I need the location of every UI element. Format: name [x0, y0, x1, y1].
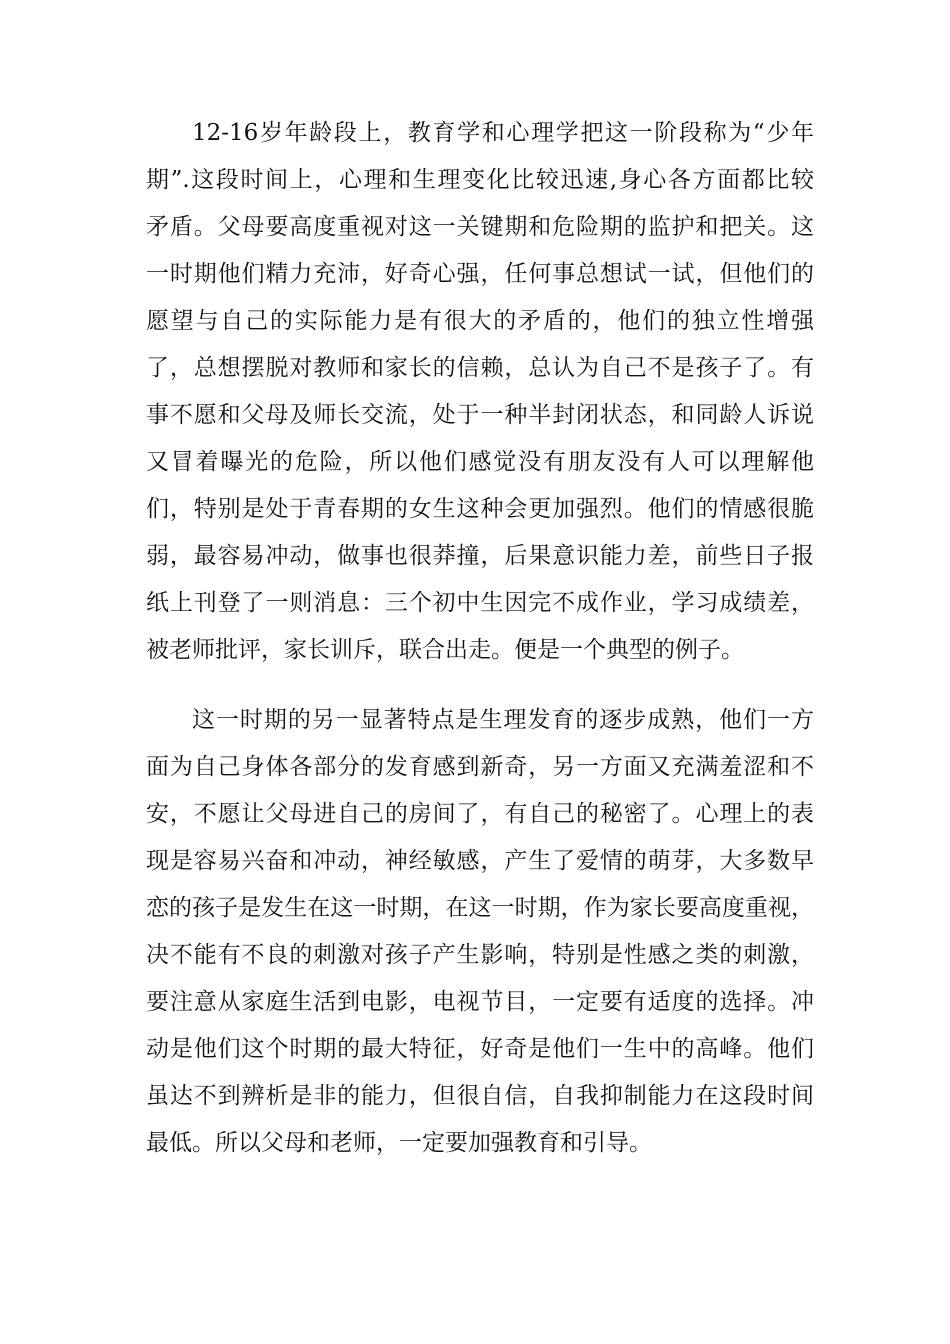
text-line: 期”.这段时间上，心理和生理变化比较迅速,身心各方面都比较 [146, 167, 814, 193]
text-line: 事不愿和父母及师长交流，处于一种半封闭状态，和同龄人诉说 [146, 402, 814, 428]
paragraph-1 [146, 110, 814, 674]
text-line: 12-16岁年龄段上，教育学和心理学把这一阶段称为“少年 [192, 120, 814, 146]
text-line: 又冒着曝光的危险，所以他们感觉没有朋友没有人可以理解他 [146, 449, 814, 475]
text-line: 要注意从家庭生活到电影，电视节目，一定要有适度的选择。冲 [146, 989, 814, 1015]
text-line: 决不能有不良的刺激对孩子产生影响，特别是性感之类的刺激， [146, 942, 814, 968]
text-line: 矛盾。父母要高度重视对这一关键期和危险期的监护和把关。这 [146, 214, 814, 240]
text-line: 面为自己身体各部分的发育感到新奇，另一方面又充满羞涩和不 [146, 754, 814, 780]
text-line: 安，不愿让父母进自己的房间了，有自己的秘密了。心理上的表 [146, 801, 814, 827]
text-line: 被老师批评，家长训斥，联合出走。便是一个典型的例子。 [146, 637, 744, 663]
document-page [146, 110, 814, 1167]
text-line: 了，总想摆脱对教师和家长的信赖，总认为自己不是孩子了。有 [146, 355, 814, 381]
text-line: 纸上刊登了一则消息：三个初中生因完不成作业，学习成绩差， [146, 590, 814, 616]
text-line: 一时期他们精力充沛，好奇心强，任何事总想试一试，但他们的 [146, 261, 814, 287]
text-line: 弱，最容易冲动，做事也很莽撞，后果意识能力差，前些日子报 [146, 543, 814, 569]
text-line: 动是他们这个时期的最大特征，好奇是他们一生中的高峰。他们 [146, 1036, 814, 1062]
text-line: 愿望与自己的实际能力是有很大的矛盾的，他们的独立性增强 [146, 308, 814, 334]
paragraph-2 [146, 697, 814, 1167]
text-line: 们，特别是处于青春期的女生这种会更加强烈。他们的情感很脆 [146, 496, 814, 522]
paragraph-gap [146, 674, 814, 697]
text-line: 这一时期的另一显著特点是生理发育的逐步成熟，他们一方 [192, 707, 814, 733]
text-line: 最低。所以父母和老师，一定要加强教育和引导。 [146, 1130, 652, 1156]
text-line: 现是容易兴奋和冲动，神经敏感，产生了爱情的萌芽，大多数早 [146, 848, 814, 874]
text-line: 虽达不到辨析是非的能力，但很自信，自我抑制能力在这段时间 [146, 1083, 814, 1109]
text-line: 恋的孩子是发生在这一时期，在这一时期，作为家长要高度重视， [146, 895, 814, 921]
